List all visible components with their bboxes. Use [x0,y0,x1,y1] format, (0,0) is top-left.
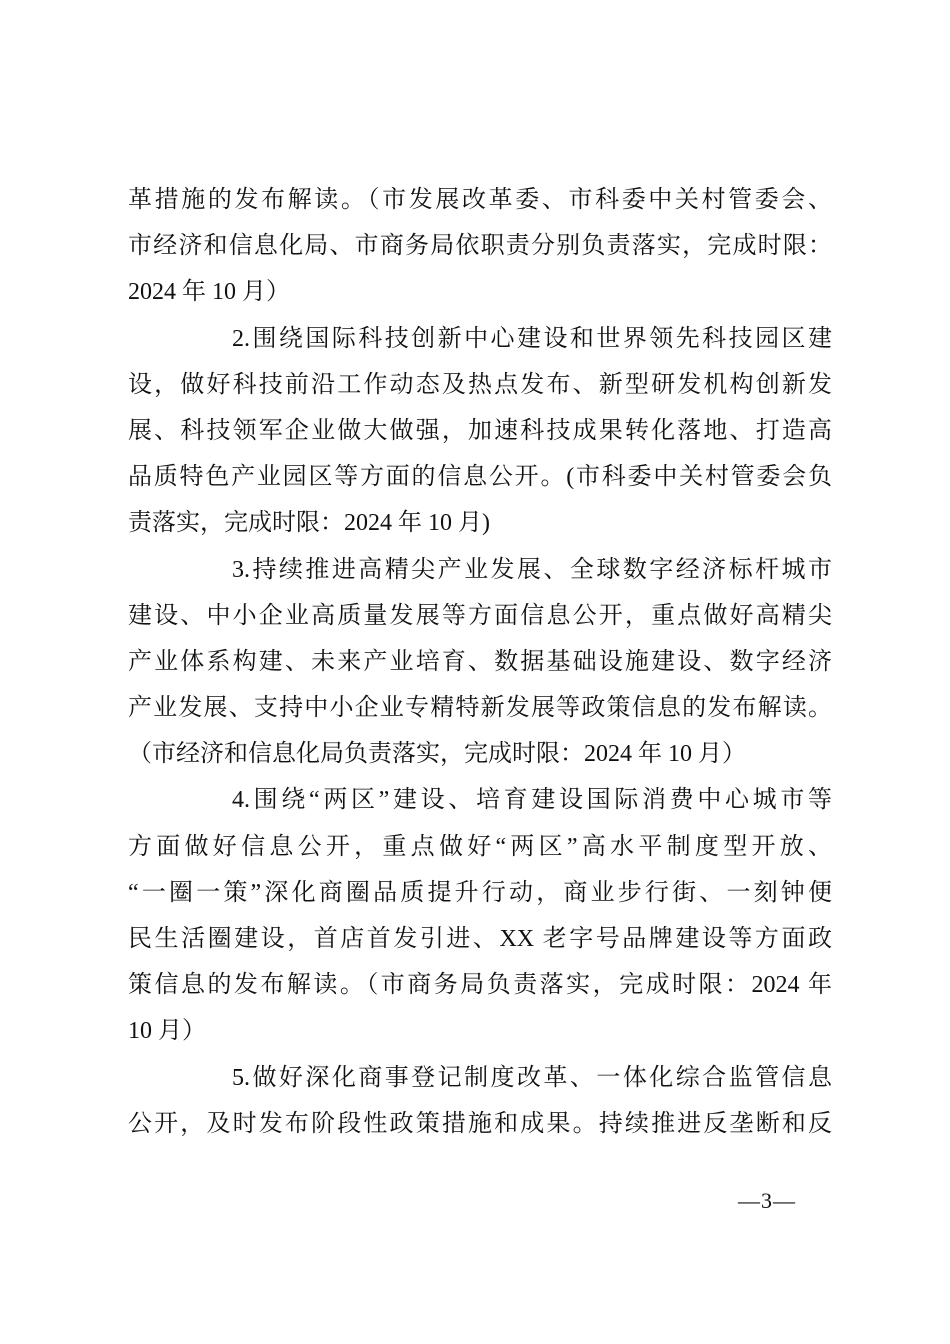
text-line: 展、科技领军企业做大做强，加速科技成果转化落地、打造高 [128,417,832,444]
paragraph-first-line: 2.围绕国际科技创新中心建设和世界领先科技园区建 [232,325,832,352]
text-line: 责落实，完成时限：2024 年 10 月) [128,510,490,537]
text-line: 革措施的发布解读。（市发展改革委、市科委中关村管委会、 [128,187,832,213]
text-line: 设，做好科技前沿工作动态及热点发布、新型研发机构创新发 [128,371,832,398]
paragraph-first-line: 5.做好深化商事登记制度改革、一体化综合监管信息 [232,1064,832,1091]
text-line: 公开，及时发布阶段性政策措施和成果。持续推进反垄断和反 [128,1110,832,1137]
text-line: 建设、中小企业高质量发展等方面信息公开，重点做好高精尖 [128,602,832,629]
text-line: 民生活圈建设，首店首发引进、XX 老字号品牌建设等方面政 [128,926,832,952]
paragraph-first-line: 4.围绕“两区”建设、培育建设国际消费中心城市等 [232,787,832,814]
document-body [128,177,832,1147]
text-line: 方面做好信息公开，重点做好“两区”高水平制度型开放、 [128,833,832,860]
paragraph-first-line: 3.持续推进高精尖产业发展、全球数字经济标杆城市 [232,556,832,583]
text-line: 品质特色产业园区等方面的信息公开。(市科委中关村管委会负 [128,464,832,491]
text-line: 产业体系构建、未来产业培育、数据基础设施建设、数字经济 [128,648,832,675]
text-line: 产业发展、支持中小企业专精特新发展等政策信息的发布解读。 [128,695,832,722]
page-number: —3— [738,1188,796,1213]
text-line: 策信息的发布解读。（市商务局负责落实，完成时限：2024 年 [128,972,832,999]
text-line: “一圈一策”深化商圈品质提升行动，商业步行街、一刻钟便 [128,879,832,906]
text-line: 市经济和信息化局、市商务局依职责分别负责落实，完成时限： [128,233,832,260]
text-line: 2024 年 10 月） [128,279,290,306]
text-line: （市经济和信息化局负责落实，完成时限：2024 年 10 月） [128,741,746,768]
text-line: 10 月） [128,1018,206,1045]
